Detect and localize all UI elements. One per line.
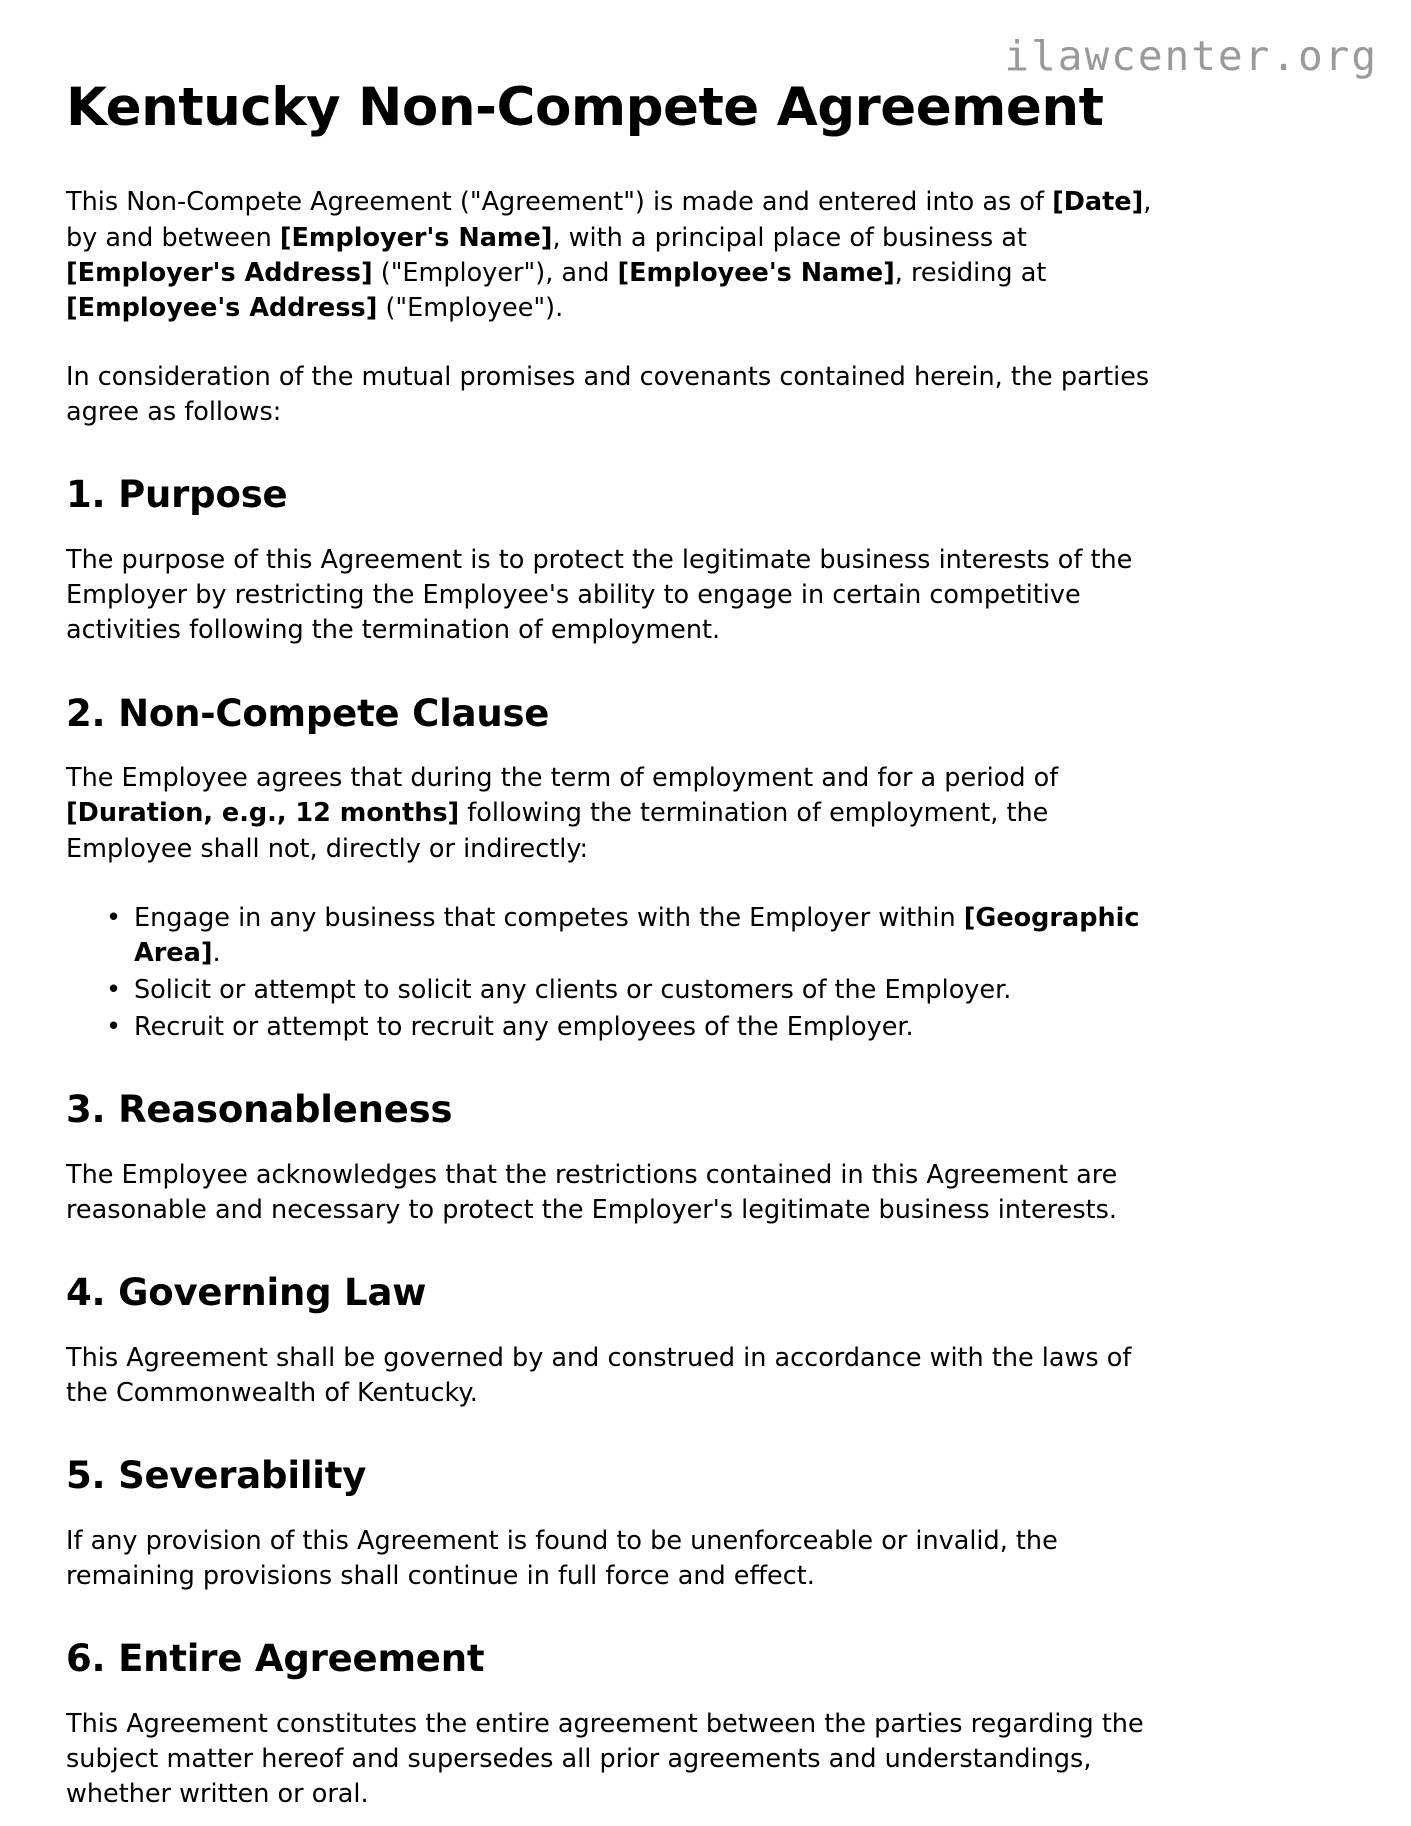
bullet-icon: •: [106, 975, 122, 1006]
text-run: The purpose of this Agreement is to protect the legitimate business interests of the Employer by restricting the Employee's ability to engage in certain competitive activities following the termination of employment.: [66, 545, 1133, 646]
section-paragraph: [66, 1341, 1156, 1411]
text-run: This Agreement shall be governed by and construed in accordance with the laws of the Commonwealth of Kentucky.: [66, 1342, 1132, 1409]
text-run: following the termination of employment, the Employee shall not, directly or indirectly:: [66, 798, 1049, 864]
section-severability: [66, 1455, 1156, 1594]
text-run: , with a principal place of business at: [552, 222, 1027, 253]
bullet-icon: •: [106, 1012, 122, 1043]
text-run: Solicit or attempt to solicit any clients or customers of the Employer.: [134, 975, 1012, 1006]
placeholder-field: [Employee's Address]: [66, 292, 378, 323]
text-run: Recruit or attempt to recruit any employees of the Employer.: [134, 1012, 914, 1043]
placeholder-field: [Duration, e.g., 12 months]: [66, 798, 460, 829]
section-heading-non-compete-clause: 2. Non-Compete Clause: [66, 691, 550, 735]
section-paragraph: [66, 1524, 1156, 1594]
section-paragraph: [66, 1707, 1156, 1813]
section-heading-purpose: 1. Purpose: [66, 473, 288, 517]
text-run: This Non-Compete Agreement ("Agreement") is made and entered into as of: [66, 187, 1053, 218]
text-run: Engage in any business that competes with the Employer within: [134, 902, 964, 933]
text-run: , by and between: [66, 187, 1152, 253]
placeholder-field: [Employer's Address]: [66, 257, 373, 288]
text-run: This Agreement constitutes the entire agreement between the parties regarding the subject matter hereof and supersedes all prior agreements and understandings, whether written or oral.: [66, 1708, 1144, 1810]
section-heading-governing-law: 4. Governing Law: [66, 1271, 427, 1315]
paragraph-consideration: [66, 360, 1156, 430]
section-purpose: [66, 474, 1156, 648]
text-run: ("Employer"), and: [372, 257, 618, 288]
sections-block: [66, 474, 1156, 1812]
list-item: [106, 1010, 1156, 1045]
text-run: , residing at: [894, 257, 1047, 288]
text-run: In consideration of the mutual promises and covenants contained herein, the parties agree as follows:: [66, 362, 1150, 428]
section-paragraph: [66, 761, 1156, 867]
section-paragraph: [66, 543, 1156, 649]
list-item: [106, 973, 1156, 1008]
text-run: If any provision of this Agreement is found to be unenforceable or invalid, the remaining provisions shall continue in full force and effect.: [66, 1525, 1058, 1592]
bullet-icon: •: [106, 902, 122, 933]
placeholder-field: [Date]: [1052, 187, 1144, 218]
section-heading-reasonableness: 3. Reasonableness: [66, 1088, 453, 1132]
section-heading-entire-agreement: 6. Entire Agreement: [66, 1637, 485, 1681]
document-body: [66, 78, 1156, 1812]
placeholder-field: [Employee's Name]: [617, 257, 895, 288]
section-entire-agreement: [66, 1638, 1156, 1812]
list-item: [106, 901, 1156, 971]
section-reasonableness: [66, 1089, 1156, 1228]
site-watermark: ilawcenter.org: [1004, 32, 1378, 80]
text-run: ("Employee").: [377, 292, 564, 323]
paragraph-parties: [66, 185, 1156, 326]
section-paragraph: [66, 1158, 1156, 1228]
section-non-compete-clause: [66, 693, 1156, 1046]
text-run: .: [212, 937, 221, 968]
placeholder-field: [Employer's Name]: [279, 222, 553, 253]
placeholder-field: [Geographic Area]: [134, 902, 1140, 968]
clause-list: [66, 901, 1156, 1046]
section-heading-severability: 5. Severability: [66, 1454, 367, 1498]
page-title: Kentucky Non-Compete Agreement: [66, 77, 1104, 138]
intro-block: [66, 185, 1156, 430]
section-governing-law: [66, 1272, 1156, 1411]
text-run: The Employee acknowledges that the restrictions contained in this Agreement are reasonable and necessary to protect the Employer's legitimate business interests.: [66, 1160, 1118, 1226]
text-run: The Employee agrees that during the term of employment and for a period of: [66, 763, 1059, 794]
